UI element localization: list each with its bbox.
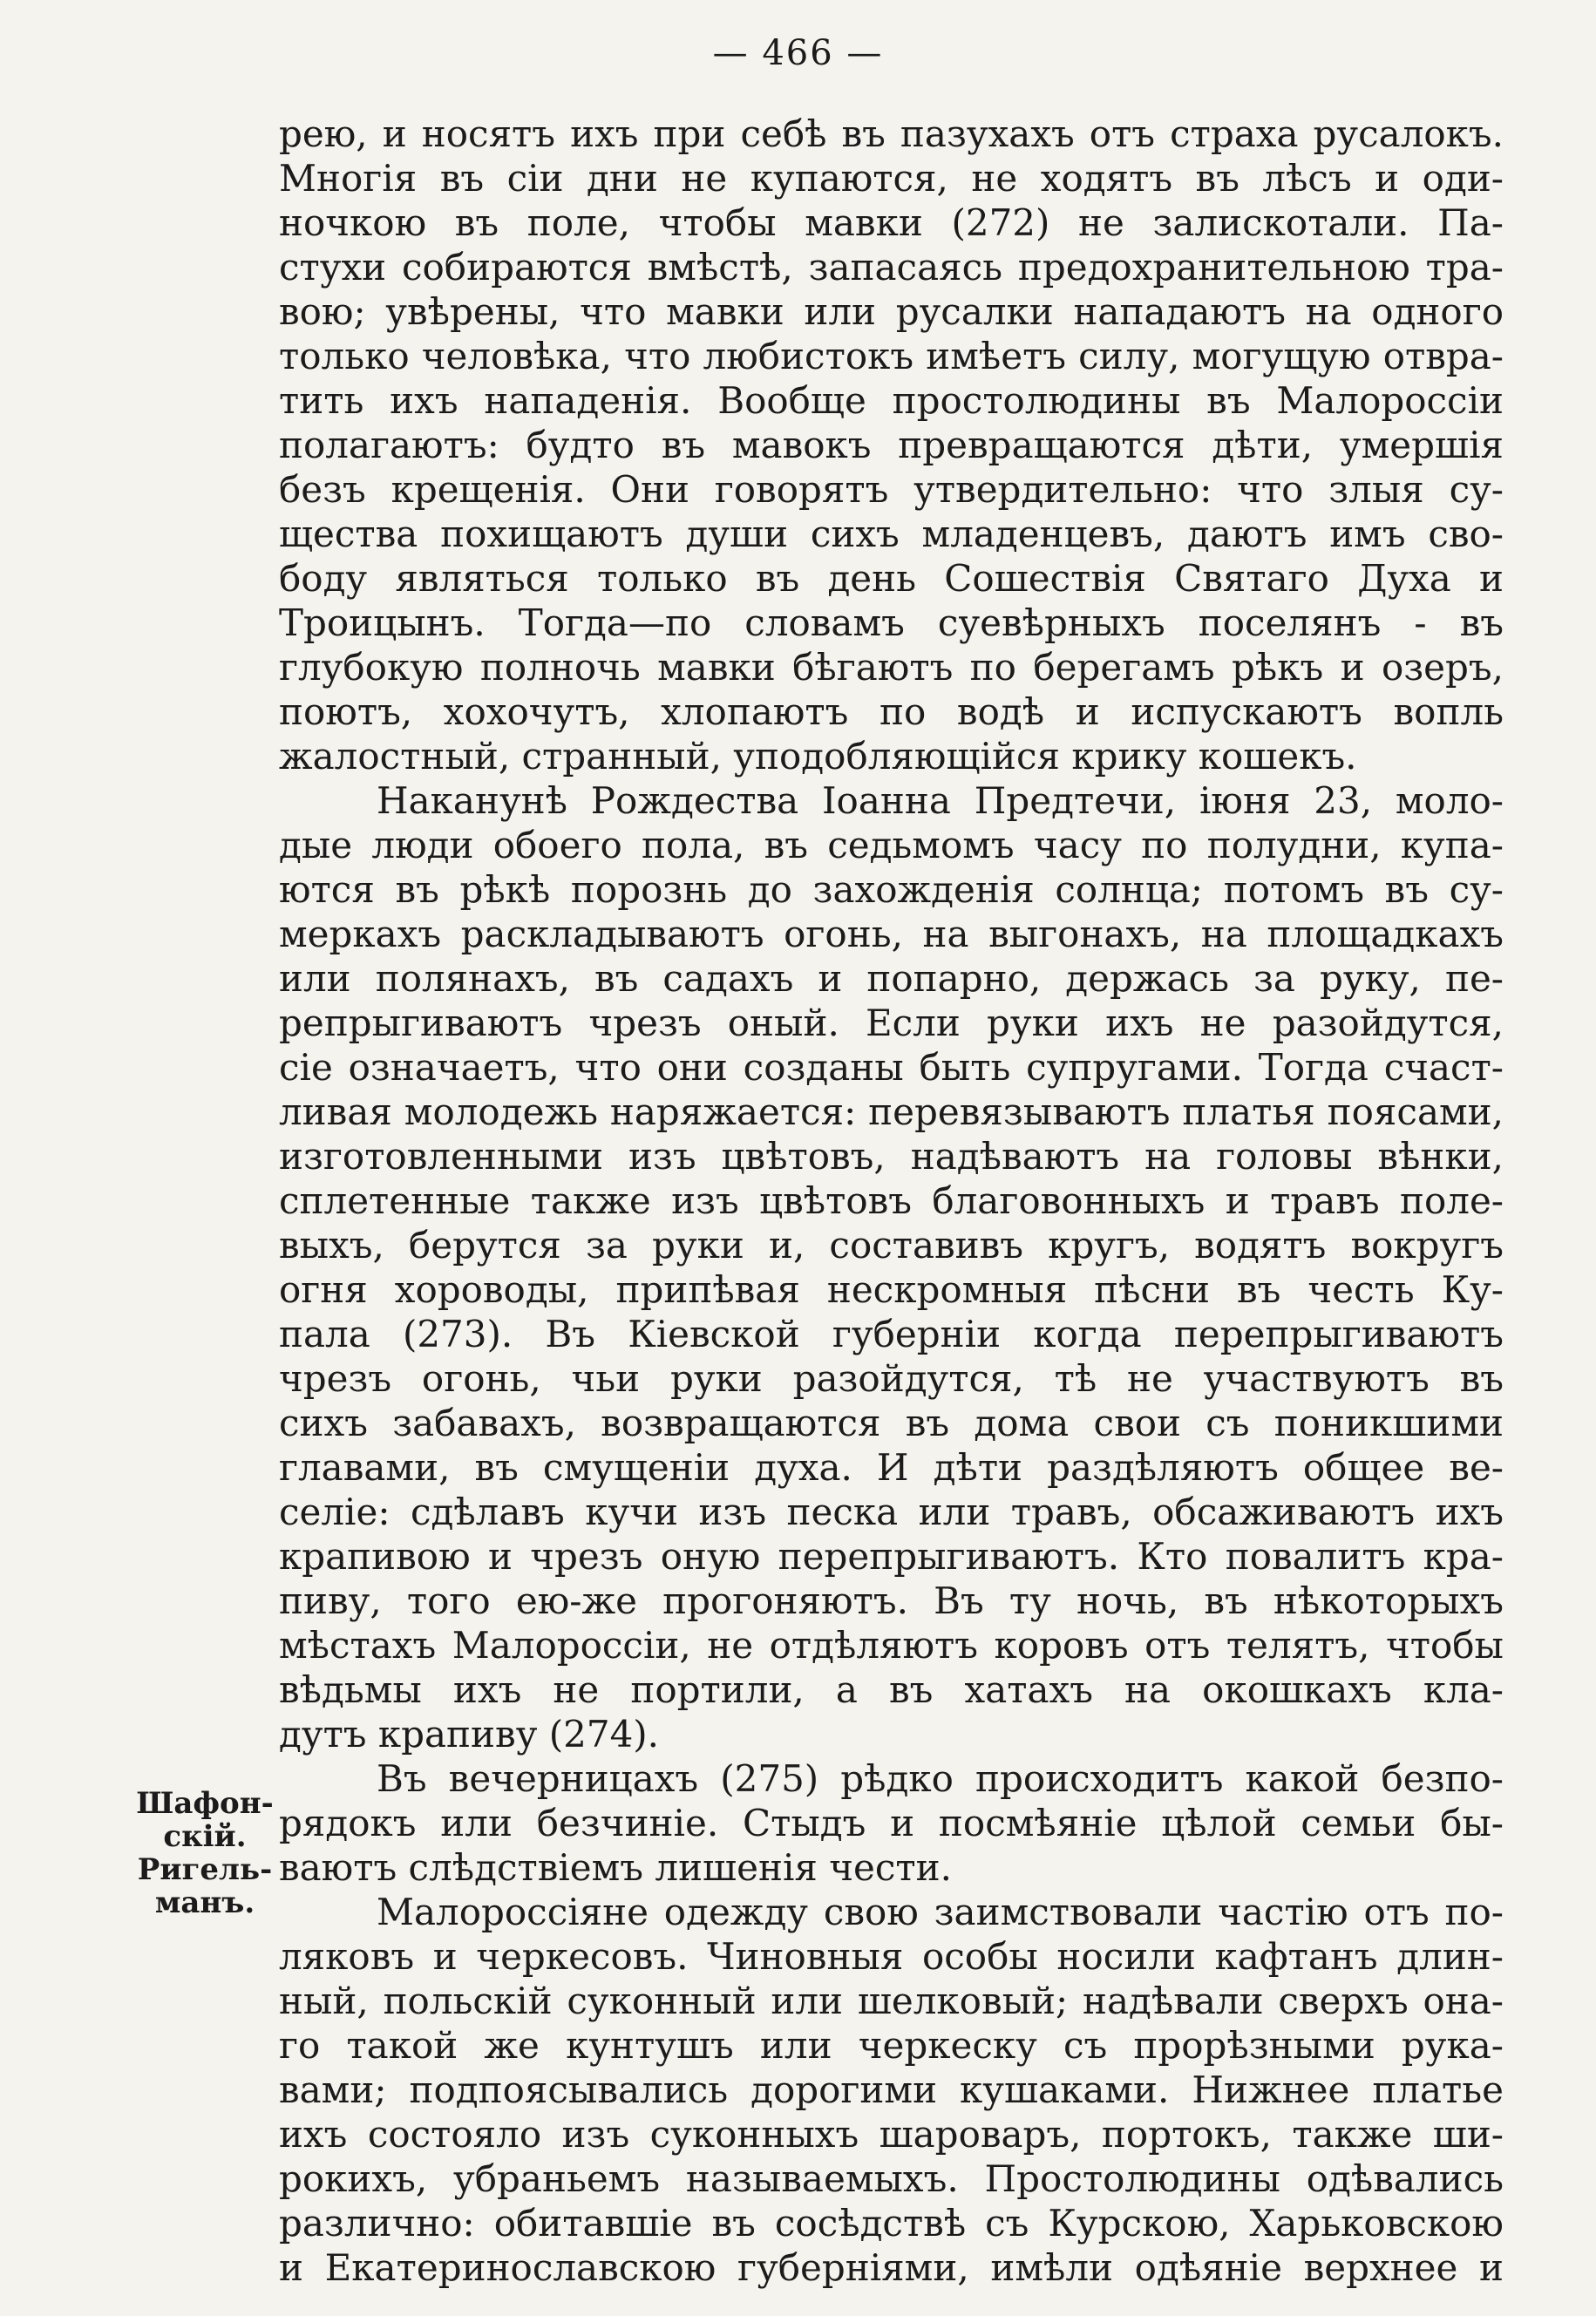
text-line: огня хороводы, припѣвая нескромныя пѣсни въ честь Ку- xyxy=(279,1268,1504,1311)
text-line: селіе: сдѣлавъ кучи изъ песка или травъ, обсаживаютъ ихъ xyxy=(279,1491,1504,1533)
text-line: ляковъ и черкесовъ. Чиновныя особы носили кафтанъ длин- xyxy=(279,1935,1504,1978)
text-line: пала (273). Въ Кіевской губерніи когда перепрыгиваютъ xyxy=(279,1313,1504,1355)
text-line: поютъ, хохочутъ, хлопаютъ по водѣ и испускаютъ вопль xyxy=(279,690,1504,733)
text-line: сихъ забавахъ, возвращаются въ дома свои съ поникшими xyxy=(279,1402,1504,1444)
text-line: Малороссіяне одежду свою заимствовали частію отъ по- xyxy=(377,1891,1504,1933)
text-line: вѣдьмы ихъ не портили, а въ хатахъ на окошкахъ кла- xyxy=(279,1668,1504,1711)
text-line: ночкою въ поле, чтобы мавки (272) не залискотали. Па- xyxy=(279,201,1504,244)
margin-note xyxy=(131,1787,279,1919)
text-line: Въ вечерницахъ (275) рѣдко происходитъ какой безпо- xyxy=(377,1757,1504,1800)
text-line: вами; подпоясывались дорогими кушаками. Нижнее платье xyxy=(279,2068,1504,2111)
text-line: глубокую полночь мавки бѣгаютъ по берегамъ рѣкъ и озеръ, xyxy=(279,646,1504,689)
text-line: дутъ крапиву (274). xyxy=(279,1713,660,1756)
text-line: безъ крещенія. Они говорятъ утвердительно: что злыя су- xyxy=(279,468,1504,511)
text-line: и Екатеринославскою губерніями, имѣли одѣяніе верхнее и xyxy=(279,2246,1504,2289)
text-line: вою; увѣрены, что мавки или русалки нападаютъ на одного xyxy=(279,290,1504,333)
margin-note-line: скій. xyxy=(163,1819,247,1854)
text-line: мѣстахъ Малороссіи, не отдѣляютъ коровъ отъ телятъ, чтобы xyxy=(279,1624,1504,1667)
text-line: стухи собираются вмѣстѣ, запасаясь предохранительною тра- xyxy=(279,246,1504,289)
text-line: дые люди обоего пола, въ седьмомъ часу по полудни, купа- xyxy=(279,824,1504,866)
text-line: пиву, того ею-же прогоняютъ. Въ ту ночь, въ нѣкоторыхъ xyxy=(279,1579,1504,1622)
text-line: различно: обитавшіе въ сосѣдствѣ съ Курскою, Харьковскою xyxy=(279,2202,1504,2245)
text-line: изготовленными изъ цвѣтовъ, надѣваютъ на головы вѣнки, xyxy=(279,1135,1504,1178)
text-line: жалостный, странный, уподобляющійся крику кошекъ. xyxy=(279,735,1357,778)
text-line: или полянахъ, въ садахъ и попарно, держась за руку, пе- xyxy=(279,957,1504,1000)
margin-note-line: Шафон- xyxy=(136,1786,274,1821)
text-line: ихъ состояло изъ суконныхъ шароваръ, портокъ, также ши- xyxy=(279,2113,1504,2156)
text-line: боду являться только въ день Сошествія Святаго Духа и xyxy=(279,557,1504,600)
text-line: Многія въ сіи дни не купаются, не ходятъ въ лѣсъ и оди- xyxy=(279,157,1504,200)
text-line: рядокъ или безчиніе. Стыдъ и посмѣяніе цѣлой семьи бы- xyxy=(279,1802,1504,1844)
text-line: рею, и носятъ ихъ при себѣ въ пазухахъ отъ страха русалокъ. xyxy=(279,112,1504,155)
text-line: щества похищаютъ души сихъ младенцевъ, даютъ имъ сво- xyxy=(279,513,1504,555)
margin-note-line: Ригель- xyxy=(137,1852,273,1887)
text-line: чрезъ огонь, чьи руки разойдутся, тѣ не участвуютъ въ xyxy=(279,1357,1504,1400)
text-line: Наканунѣ Рождества Іоанна Предтечи, іюня 23, моло- xyxy=(377,779,1504,822)
text-line: ются въ рѣкѣ порознь до захожденія солнца; потомъ въ су- xyxy=(279,868,1504,911)
text-line: полагаютъ: будто въ мавокъ превращаются дѣти, умершія xyxy=(279,424,1504,466)
text-line: Троицынъ. Тогда—по словамъ суевѣрныхъ поселянъ - въ xyxy=(279,601,1504,644)
body-text xyxy=(279,112,1504,2290)
text-line: ливая молодежь наряжается: перевязываютъ платья поясами, xyxy=(279,1090,1504,1133)
text-line: тить ихъ нападенія. Вообще простолюдины въ Малороссіи xyxy=(279,379,1504,422)
text-line: крапивою и чрезъ оную перепрыгиваютъ. Кто повалитъ кра- xyxy=(279,1535,1504,1578)
text-line: репрыгиваютъ чрезъ оный. Если руки ихъ не разойдутся, xyxy=(279,1002,1504,1044)
margin-note-line: манъ. xyxy=(154,1885,255,1920)
text-line: рокихъ, убраньемъ называемыхъ. Простолюдины одѣвались xyxy=(279,2157,1504,2200)
text-line: меркахъ раскладываютъ огонь, на выгонахъ, на площадкахъ xyxy=(279,913,1504,955)
text-line: ный, польскій суконный или шелковый; надѣвали сверхъ она- xyxy=(279,1980,1504,2022)
text-line: го такой же кунтушъ или черкеску съ прорѣзными рука- xyxy=(279,2024,1504,2067)
page-number: — 466 — xyxy=(712,33,884,73)
text-line: сплетенные также изъ цвѣтовъ благовонныхъ и травъ поле- xyxy=(279,1179,1504,1222)
text-line: сіе означаетъ, что они созданы быть супругами. Тогда счаст- xyxy=(279,1046,1504,1089)
text-line: ваютъ слѣдствіемъ лишенія чести. xyxy=(279,1846,952,1889)
text-line: выхъ, берутся за руки и, составивъ кругъ, водятъ вокругъ xyxy=(279,1224,1504,1267)
text-line: главами, въ смущеніи духа. И дѣти раздѣляютъ общее ве- xyxy=(279,1446,1504,1489)
text-line: только человѣка, что любистокъ имѣетъ силу, могущую отвра- xyxy=(279,335,1504,377)
